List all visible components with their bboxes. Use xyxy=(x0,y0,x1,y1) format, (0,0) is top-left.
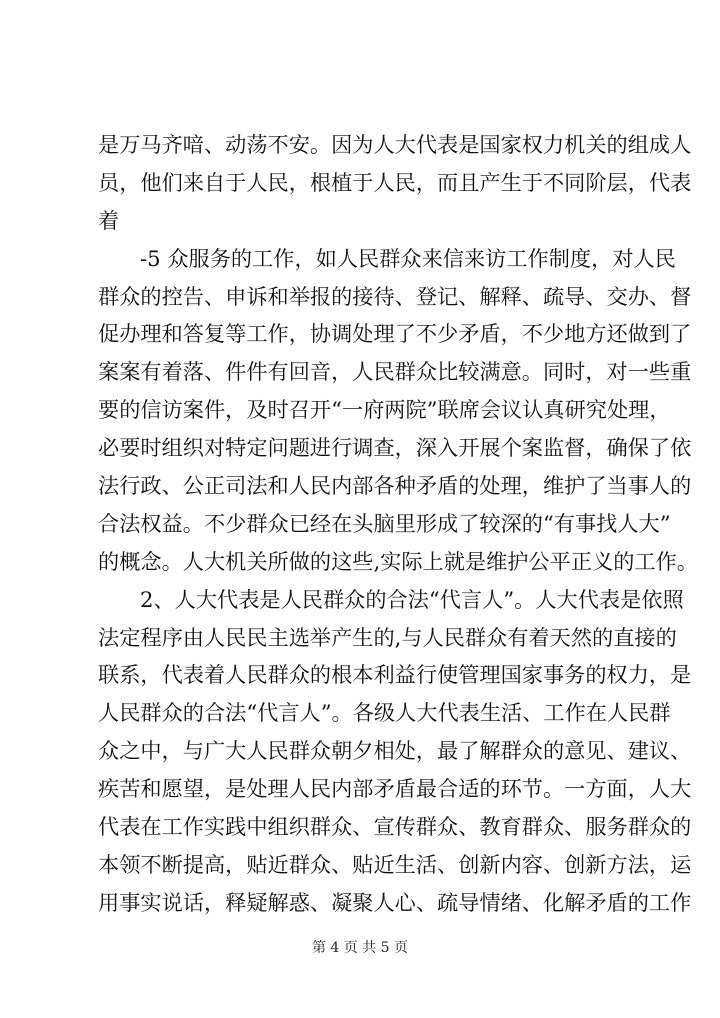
text-line-13: 2、人大代表是人民群众的合法“代言人”。人大代表是依照 xyxy=(140,586,684,612)
text-line-9: 必要时组织对特定问题进行调查，深入开展个案监督，确保了依 xyxy=(98,435,692,461)
text-line-17: 众之中，与广大人民群众朝夕相处，最了解群众的意见、建议、 xyxy=(98,738,692,764)
text-line-3: 着 xyxy=(98,207,120,233)
text-line-5: 群众的控告、申诉和举报的接待、登记、解释、疏导、交办、督 xyxy=(98,283,692,309)
page-footer xyxy=(0,938,720,958)
text-line-12: 的概念。人大机关所做的这些,实际上就是维护公平正义的工作。 xyxy=(98,548,698,574)
text-line-7: 案案有着落、件件有回音，人民群众比较满意。同时，对一些重 xyxy=(98,359,692,385)
text-line-1: 是万马齐喑、动荡不安。因为人大代表是国家权力机关的组成人 xyxy=(98,132,692,157)
text-line-2: 员，他们来自于人民，根植于人民，而且产生于不同阶层，代表 xyxy=(98,169,692,195)
text-line-20: 本领不断提高，贴近群众、贴近生活、创新内容、创新方法，运 xyxy=(98,851,692,877)
text-line-11: 合法权益。不少群众已经在头脑里形成了较深的“有事找人大” xyxy=(98,510,671,536)
text-line-14: 法定程序由人民民主选举产生的,与人民群众有着天然的直接的 xyxy=(98,624,677,650)
text-line-6: 促办理和答复等工作，协调处理了不少矛盾，不少地方还做到了 xyxy=(98,321,692,347)
text-line-16: 人民群众的合法“代言人”。各级人大代表生活、工作在人民群 xyxy=(98,700,671,726)
page-number-label: 第 4 页 共 5 页 xyxy=(311,940,409,956)
text-line-10: 法行政、公正司法和人民内部各种矛盾的处理，维护了当事人的 xyxy=(98,473,692,499)
text-line-8: 要的信访案件，及时召开“一府两院”联席会议认真研究处理， xyxy=(98,397,671,423)
text-line-19: 代表在工作实践中组织群众、宣传群众、教育群众、服务群众的 xyxy=(98,814,692,840)
text-line-4: -5 众服务的工作，如人民群众来信来访工作制度，对人民 xyxy=(140,245,676,271)
body-text xyxy=(98,126,698,922)
text-line-15: 联系，代表着人民群众的根本利益行使管理国家事务的权力，是 xyxy=(98,662,692,688)
text-line-21: 用事实说话，释疑解惑、凝聚人心、疏导情绪、化解矛盾的工作 xyxy=(98,889,692,915)
text-line-18: 疾苦和愿望，是处理人民内部矛盾最合适的环节。一方面，人大 xyxy=(98,776,692,802)
